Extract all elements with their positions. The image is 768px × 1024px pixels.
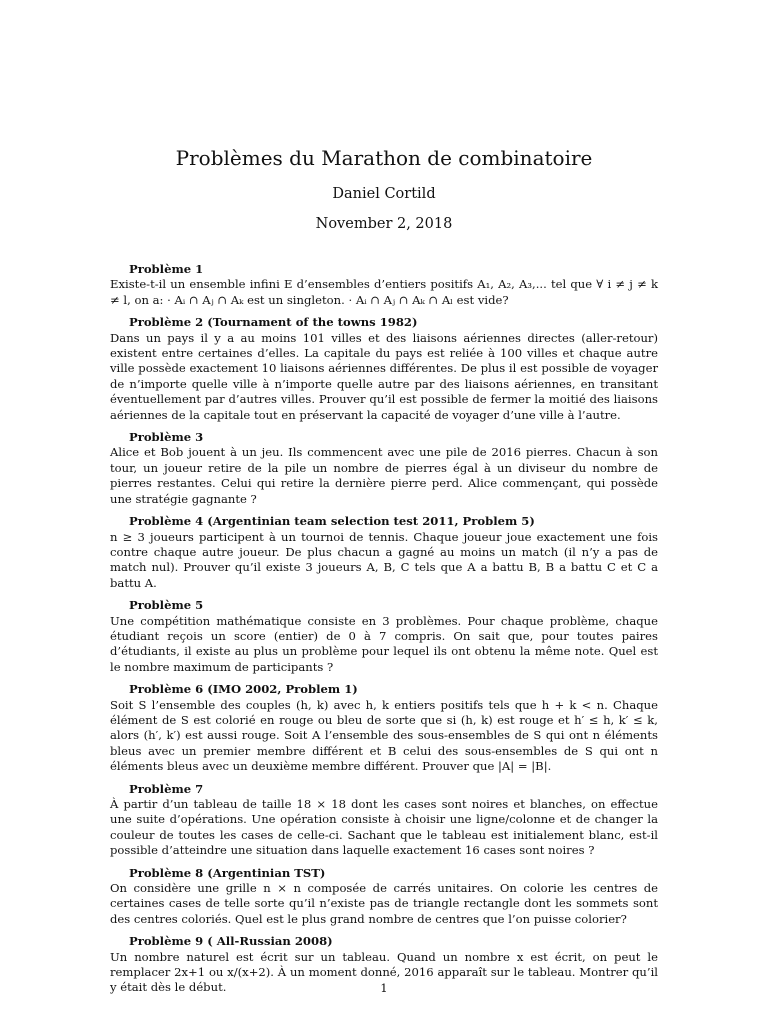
problem-6 bbox=[110, 682, 658, 774]
problem-text: Dans un pays il y a au moins 101 villes et des liaisons aériennes directes (aller-retour) existent entre certaines d’elles. La capitale du pays est reliée à 100 villes et chaque autre ville possède exactement 10 liaisons aériennes différentes. De plus il est possible de voyager de n’importe quelle ville à n’importe quelle autre par des liaisons aériennes, en transitant éventuellement par d’autres villes. Prouver qu’il est possible de fermer la moitié des liaisons aériennes de la capitale tout en préservant la capacité de voyager d’une ville à l’autre. bbox=[110, 330, 658, 422]
problem-text: À partir d’un tableau de taille 18 × 18 dont les cases sont noires et blanches, on effectue une suite d’opérations. Une opération consiste à choisir une ligne/colonne et de changer la couleur de toutes les cases de celle-ci. Sachant que le tableau est initialement blanc, est-il possible d’atteindre une situation dans laquelle exactement 16 cases sont noires ? bbox=[110, 797, 658, 858]
problem-2 bbox=[110, 315, 658, 423]
problem-text: Une compétition mathématique consiste en 3 problèmes. Pour chaque problème, chaque étudiant reçois un score (entier) de 0 à 7 compris. On sait que, pour toutes paires d’étudiants, il existe au plus un problème pour lequel ils ont obtenu la même note. Quel est le nombre maximum de participants ? bbox=[110, 613, 658, 674]
problem-title: Problème 9 ( All-Russian 2008) bbox=[129, 934, 333, 949]
problem-title: Problème 8 (Argentinian TST) bbox=[129, 865, 326, 880]
page-number: 1 bbox=[380, 981, 388, 995]
document-date: November 2, 2018 bbox=[315, 216, 453, 232]
problem-text: Existe-t-il un ensemble infini E d’ensembles d’entiers positifs A₁, A₂, A₃,... tel que ∀ i ≠ j ≠ k ≠ l, on a: · Aᵢ ∩ Aⱼ ∩ Aₖ est un singleton. · Aᵢ ∩ Aⱼ ∩ Aₖ ∩ Aₗ est vide? bbox=[110, 277, 658, 307]
problem-title: Problème 3 bbox=[129, 430, 204, 445]
problem-text: On considère une grille n × n composée de carrés unitaires. On colorie les centres de certaines cases de telle sorte qu’il n’existe pas de triangle rectangle dont les sommets sont des centres coloriés. Quel est le plus grand nombre de centres que l’on puisse colorier? bbox=[110, 881, 658, 926]
problem-title: Problème 4 (Argentinian team selection test 2011, Problem 5) bbox=[129, 514, 535, 529]
document-title: Problèmes du Marathon de combinatoire bbox=[175, 146, 593, 170]
problem-title: Problème 7 bbox=[129, 781, 204, 796]
problem-title: Problème 6 (IMO 2002, Problem 1) bbox=[129, 682, 358, 697]
problem-5 bbox=[110, 598, 658, 675]
problem-title: Problème 5 bbox=[129, 598, 204, 613]
document-author: Daniel Cortild bbox=[332, 186, 436, 202]
problem-8 bbox=[110, 866, 658, 928]
problem-list bbox=[110, 262, 658, 1003]
problem-3 bbox=[110, 430, 658, 507]
problem-7 bbox=[110, 782, 658, 859]
problem-title: Problème 2 (Tournament of the towns 1982) bbox=[129, 315, 418, 330]
problem-text: Alice et Bob jouent à un jeu. Ils commencent avec une pile de 2016 pierres. Chacun à son tour, un joueur retire de la pile un nombre de pierres égal à un diviseur du nombre de pierres restantes. Celui qui retire la dernière pierre perd. Alice commençant, qui possède une stratégie gagnante ? bbox=[110, 445, 658, 506]
problem-1 bbox=[110, 262, 658, 308]
problem-text: n ≥ 3 joueurs participent à un tournoi de tennis. Chaque joueur joue exactement une fois contre chaque autre joueur. De plus chacun a gagné au moins un match (il n’y a pas de match nul). Prouver qu’il existe 3 joueurs A, B, C tels que A a battu B, B a battu C et C a battu A. bbox=[110, 529, 658, 590]
problem-text: Soit S l’ensemble des couples (h, k) avec h, k entiers positifs tels que h + k < n. Chaque élément de S est colorié en rouge ou bleu de sorte que si (h, k) est rouge et h′ ≤ h, k′ ≤ k, alors (h′, k′) est aussi rouge. Soit A l’ensemble des sous-ensembles de S qui ont n éléments bleus avec un premier membre différent et B celui des sous-ensembles de S qui ont n éléments bleus avec un deuxième membre différent. Prouver que |A| = |B|. bbox=[110, 697, 658, 774]
problem-text: Un nombre naturel est écrit sur un tableau. Quand un nombre x est écrit, on peut le remplacer 2x+1 ou x/(x+2). À un moment donné, 2016 apparaît sur le tableau. Montrer qu’il y était dès le début. bbox=[110, 949, 658, 995]
problem-title: Problème 1 bbox=[129, 262, 204, 276]
problem-4 bbox=[110, 514, 658, 591]
